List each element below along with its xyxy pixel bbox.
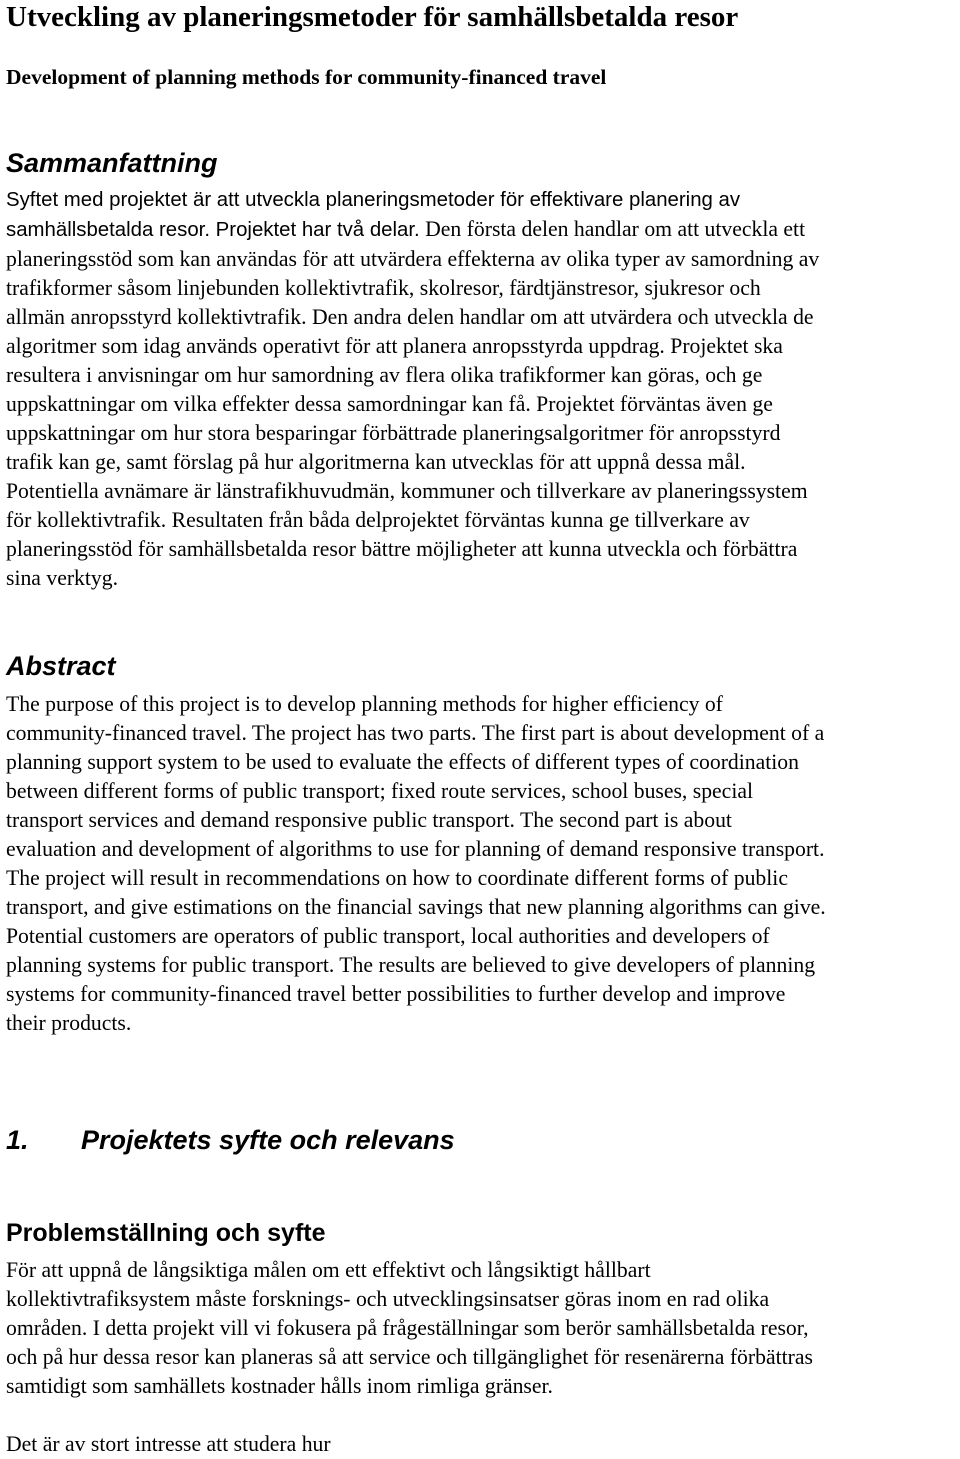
section-title: Projektets syfte och relevans (81, 1125, 455, 1155)
summary-line: allmän anropsstyrd kollektivtrafik. Den andra delen handlar om att utvärdera och utveckla de (6, 305, 814, 329)
abstract-line: their products. (6, 1011, 132, 1035)
section-heading (6, 1124, 455, 1156)
problem-line: För att uppnå de långsiktiga målen om ett effektivt och långsiktigt hållbart (6, 1258, 651, 1282)
summary-heading: Sammanfattning (6, 148, 218, 178)
abstract-line: Potential customers are operators of public transport, local authorities and developers of (6, 924, 770, 948)
summary-line-serif-part: Den första delen handlar om att utveckla ett (419, 217, 806, 241)
problem-heading: Problemställning och syfte (6, 1219, 326, 1247)
summary-line: uppskattningar om vilka effekter dessa samordningar kan få. Projektet förväntas även ge (6, 392, 773, 416)
summary-line: trafik kan ge, samt förslag på hur algoritmerna kan utvecklas för att uppnå dessa mål. (6, 450, 746, 474)
abstract-heading: Abstract (6, 651, 116, 681)
abstract-line: community-financed travel. The project has two parts. The first part is about development of a (6, 721, 825, 745)
summary-line: uppskattningar om hur stora besparingar förbättrade planeringsalgoritmer för anropsstyrd (6, 421, 781, 445)
abstract-line: The purpose of this project is to develop planning methods for higher efficiency of (6, 692, 723, 716)
problem-line: områden. I detta projekt vill vi fokusera på frågeställningar som berör samhällsbetalda resor, (6, 1316, 809, 1340)
abstract-line: transport services and demand responsive public transport. The second part is about (6, 808, 732, 832)
summary-line: sina verktyg. (6, 566, 119, 590)
abstract-line: evaluation and development of algorithms to use for planning of demand responsive transport. (6, 837, 825, 861)
summary-line: Potentiella avnämare är länstrafikhuvudmän, kommuner och tillverkare av planeringssystem (6, 479, 808, 503)
summary-line: planeringsstöd som kan användas för att utvärdera effekterna av olika typer av samordning av (6, 247, 820, 271)
summary-line: trafikformer såsom linjebunden kollektivtrafik, skolresor, färdtjänstresor, sjukresor och (6, 276, 761, 300)
problem-line: kollektivtrafiksystem måste forsknings- och utvecklingsinsatser göras inom en rad olika (6, 1287, 770, 1311)
document-title: Utveckling av planeringsmetoder för samhällsbetalda resor (6, 1, 739, 33)
abstract-line: systems for community-financed travel better possibilities to further develop and improve (6, 982, 786, 1006)
abstract-line: planning systems for public transport. The results are believed to give developers of planning (6, 953, 816, 977)
summary-line: algoritmer som idag används operativt för att planera anropsstyrda uppdrag. Projektet ska (6, 334, 783, 358)
abstract-line: The project will result in recommendations on how to coordinate different forms of public (6, 866, 788, 890)
trailing-line: Det är av stort intresse att studera hur (6, 1432, 331, 1456)
summary-paragraph (6, 186, 960, 593)
problem-line: och på hur dessa resor kan planeras så att service och tillgänglighet för resenärerna förbättras (6, 1345, 813, 1369)
problem-line: samtidigt som samhällets kostnader hålls inom rimliga gränser. (6, 1374, 553, 1398)
summary-line (6, 215, 960, 245)
summary-line-sans-part: samhällsbetalda resor. Projektet har två delar. (6, 219, 420, 241)
abstract-line: transport, and give estimations on the financial savings that new planning algorithms can give. (6, 895, 826, 919)
problem-paragraph (6, 1256, 960, 1401)
abstract-line: planning support system to be used to evaluate the effects of different types of coordination (6, 750, 799, 774)
summary-line: planeringsstöd för samhällsbetalda resor bättre möjligheter att kunna utveckla och förbättra (6, 537, 798, 561)
abstract-paragraph (6, 690, 960, 1038)
summary-line: resultera i anvisningar om hur samordning av flera olika trafikformer kan göras, och ge (6, 363, 763, 387)
trailing-paragraph (6, 1430, 960, 1459)
summary-line: Syftet med projektet är att utveckla planeringsmetoder för effektivare planering av (6, 189, 741, 211)
document-subtitle: Development of planning methods for community-financed travel (6, 65, 607, 89)
section-number: 1. (6, 1125, 29, 1155)
summary-line: för kollektivtrafik. Resultaten från båda delprojektet förväntas kunna ge tillverkare av (6, 508, 750, 532)
abstract-line: between different forms of public transport; fixed route services, school buses, special (6, 779, 753, 803)
